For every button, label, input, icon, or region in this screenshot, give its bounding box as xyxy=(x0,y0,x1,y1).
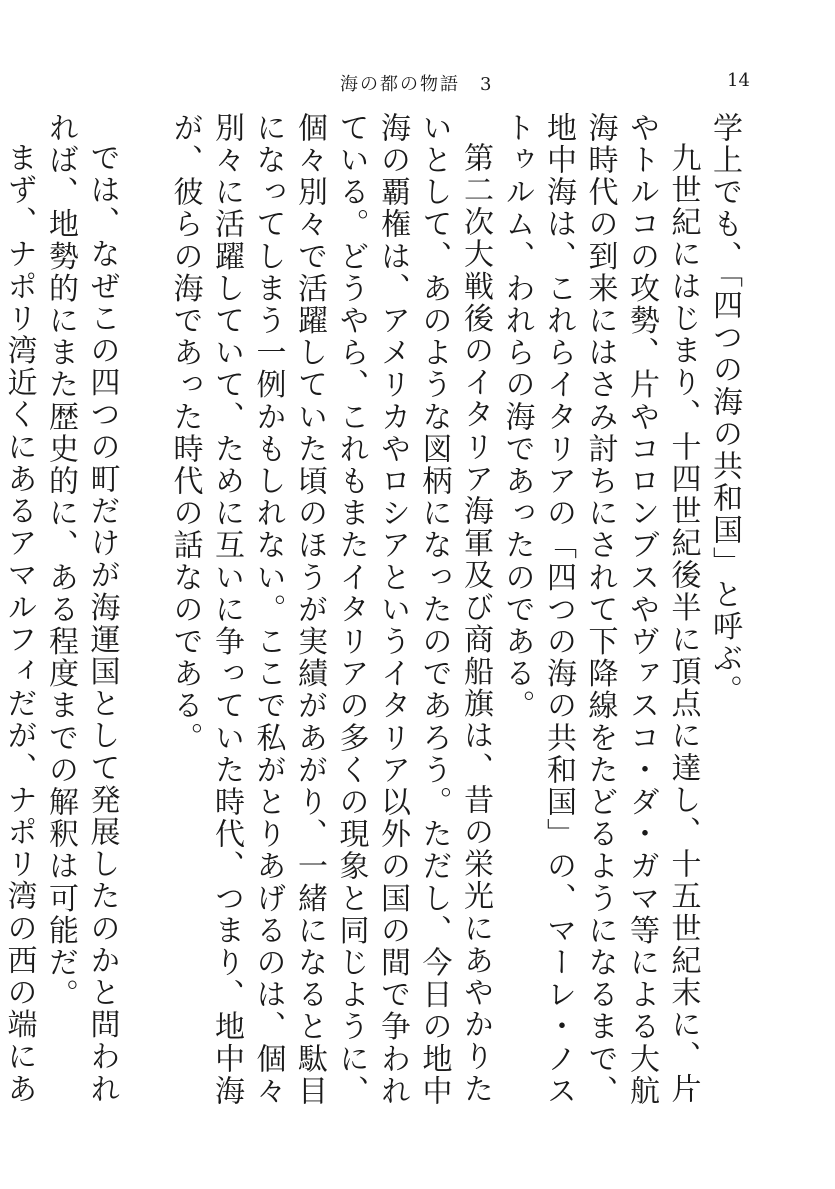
paragraph: 第二次大戦後のイタリア海軍及び商船旗は、昔の栄光にあやかりたいとして、あのような図柄になったのであろう。ただし、今日の地中海の覇権は、アメリカやロシアというイタリア以外の国の間で争われている。どうやら、これもまたイタリアの多くの現象と同じように、個々別々で活躍していた頃のほうが実績があがり、一緒になると駄目になってしまう一例かもしれない。ここで私がとりあげるのは、個々別々に活躍していて、ために互いに争っていた時代、つまり、地中海が、彼らの海であった時代の話なのである。 xyxy=(167,112,493,1108)
section-break xyxy=(123,112,165,1112)
paragraph: では、なぜこの四つの町だけが海運国として発展したのかと問われれば、地勢的にまた歴史的に、ある程度までの解釈は可能だ。 xyxy=(43,112,120,1105)
running-title: 海の都の物語 3 xyxy=(340,74,494,95)
paragraph: まず、ナポリ湾近くにあるアマルフィだが、ナポリ湾の西の端にあ xyxy=(1,142,37,1105)
paragraph-continuation: 学上でも、「四つの海の共和国」と呼ぶ。 xyxy=(707,112,742,707)
paragraph: 九世紀にはじまり、十四世紀後半に頂点に達し、十五世紀末に、片やトルコの攻勢、片やコロンブスやヴァスコ・ダ・ガマ等による大航海時代の到来にはさみ討ちにされて下降線をたどるようになるまで、地中海は、これらイタリアの「四つの海の共和国」の、マーレ・ノストゥルム、われらの海であったのである。 xyxy=(499,112,701,1108)
page-number: 14 xyxy=(727,70,750,91)
body-text xyxy=(1,112,745,1112)
